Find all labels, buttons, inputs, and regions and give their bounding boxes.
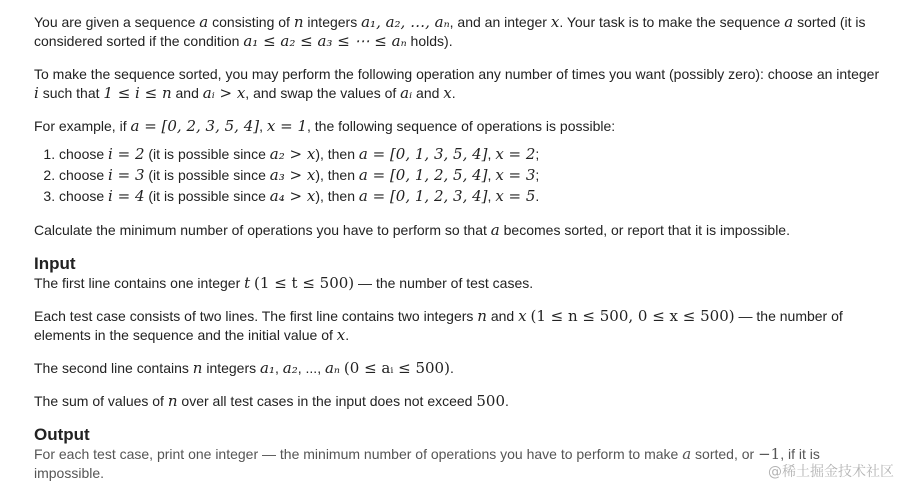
math-condition: a₄ > x: [269, 187, 316, 205]
text: ,: [487, 146, 496, 162]
text: sorted (it is considered sorted if the condition: [34, 14, 866, 49]
math-condition: a₂ > x: [269, 145, 316, 163]
text: , and swap the values of: [245, 85, 401, 101]
text: .: [451, 85, 456, 101]
math-choice: i = 3: [108, 166, 145, 184]
text: , and an integer: [449, 14, 551, 30]
text: choose: [59, 146, 109, 162]
math-ai-range: (0 ≤ aᵢ ≤ 500): [343, 359, 450, 377]
text: ), then: [315, 188, 359, 204]
math-a2: a₂: [282, 359, 298, 377]
text: For each test case, print one integer — the minimum number of operations you have to perform to make: [34, 446, 683, 462]
problem-statement: [34, 13, 884, 483]
math-n: n: [192, 359, 203, 377]
text: and: [412, 85, 444, 101]
text: sorted, or: [691, 446, 759, 462]
math-sorted-condition: a₁ ≤ a₂ ≤ a₃ ≤ ⋯ ≤ aₙ: [243, 32, 407, 50]
math-a: a: [784, 13, 794, 31]
text: , ...,: [297, 360, 325, 376]
example-steps-list: [34, 144, 884, 207]
text: . Your task is to make the sequence: [559, 14, 785, 30]
math-choice: i = 2: [108, 145, 145, 163]
output-heading: Output: [34, 425, 90, 444]
math-n: n: [293, 13, 304, 31]
text: ;: [535, 167, 540, 183]
text: The second line contains: [34, 360, 193, 376]
statement-paragraph-2: [34, 65, 884, 103]
text: .: [449, 360, 454, 376]
math-sequence: a₁, a₂, …, aₙ: [361, 13, 450, 31]
text: Each test case consists of two lines. The first line contains two integers: [34, 308, 478, 324]
text: holds).: [406, 33, 453, 49]
text: The first line contains one integer: [34, 275, 245, 291]
statement-paragraph-3: [34, 117, 884, 136]
math-n-x-range: (1 ≤ n ≤ 500, 0 ≤ x ≤ 500): [530, 307, 735, 325]
math-condition: a₃ > x: [269, 166, 316, 184]
math-example-x: x = 1: [266, 117, 307, 135]
text: and: [171, 85, 203, 101]
text: — the number of elements in the sequence and the initial value of: [34, 308, 843, 343]
text: ,: [259, 118, 267, 134]
input-paragraph-2: [34, 307, 884, 345]
math-x: x: [443, 84, 452, 102]
text: .: [535, 188, 540, 204]
text: integers: [303, 14, 362, 30]
math-limit: 500: [476, 392, 506, 410]
text: .: [505, 393, 509, 409]
math-x-value: x = 3: [495, 166, 536, 184]
text: — the number of test cases.: [354, 275, 534, 291]
math-a1: a₁: [260, 359, 275, 377]
text: choose: [59, 188, 109, 204]
math-array: a = [0, 1, 2, 3, 4]: [358, 187, 488, 205]
text: becomes sorted, or report that it is impossible.: [499, 222, 790, 238]
math-i-range: 1 ≤ i ≤ n: [103, 84, 172, 102]
text: ,: [487, 188, 496, 204]
math-example-array: a = [0, 2, 3, 5, 4]: [130, 117, 260, 135]
math-minus-one: −1: [758, 445, 781, 463]
statement-paragraph-4: [34, 221, 884, 240]
math-i: i: [34, 84, 39, 102]
text: , the following sequence of operations is possible:: [307, 118, 616, 134]
statement-paragraph-1: [34, 13, 884, 51]
math-an: aₙ: [324, 359, 341, 377]
text: (it is possible since: [144, 146, 270, 162]
input-paragraph-1: [34, 274, 884, 293]
text: ), then: [315, 146, 359, 162]
text: , if it is impossible.: [34, 446, 820, 481]
math-x: x: [550, 13, 560, 31]
math-ai-gt-x: aᵢ > x: [202, 84, 246, 102]
watermark: @稀土掘金技术社区: [768, 464, 894, 480]
input-heading: Input: [34, 254, 76, 273]
text: (it is possible since: [144, 167, 270, 183]
math-n: n: [477, 307, 487, 325]
list-item: [59, 144, 884, 165]
input-paragraph-3: The second line contains n integers a₁, a₂, ..., aₙ (0 ≤ aᵢ ≤ 500).: [34, 359, 454, 377]
math-x: x: [518, 307, 527, 325]
text: over all test cases in the input does not exceed: [177, 393, 477, 409]
math-x-value: x = 2: [495, 145, 536, 163]
math-x: x: [336, 326, 346, 344]
math-ai: aᵢ: [400, 84, 413, 102]
text: (it is possible since: [144, 188, 270, 204]
text: The sum of values of: [34, 393, 168, 409]
list-item: [59, 186, 884, 207]
output-paragraph-1: [34, 445, 884, 483]
text: ,: [487, 167, 496, 183]
input-paragraph-4: [34, 392, 884, 411]
text: You are given a sequence: [34, 14, 200, 30]
text: .: [345, 327, 350, 343]
text: ;: [535, 146, 540, 162]
math-choice: i = 4: [108, 187, 145, 205]
text: integers: [202, 360, 261, 376]
math-array: a = [0, 1, 3, 5, 4]: [358, 145, 488, 163]
text: For example, if: [34, 118, 131, 134]
math-n: n: [167, 392, 178, 410]
text: To make the sequence sorted, you may perform the following operation any number of times you want (possibly zero): choose an integer: [34, 66, 880, 82]
math-array: a = [0, 1, 2, 5, 4]: [358, 166, 488, 184]
math-t-range: (1 ≤ t ≤ 500): [254, 274, 355, 292]
math-a: a: [682, 445, 692, 463]
text: and: [486, 308, 519, 324]
math-a: a: [199, 13, 209, 31]
math-a: a: [490, 221, 500, 239]
math-x-value: x = 5: [495, 187, 536, 205]
text: Calculate the minimum number of operations you have to perform so that: [34, 222, 491, 238]
text: ), then: [315, 167, 359, 183]
text: such that: [38, 85, 104, 101]
math-t: t: [244, 274, 251, 292]
list-item: [59, 165, 884, 186]
text: choose: [59, 167, 109, 183]
text: consisting of: [208, 14, 294, 30]
